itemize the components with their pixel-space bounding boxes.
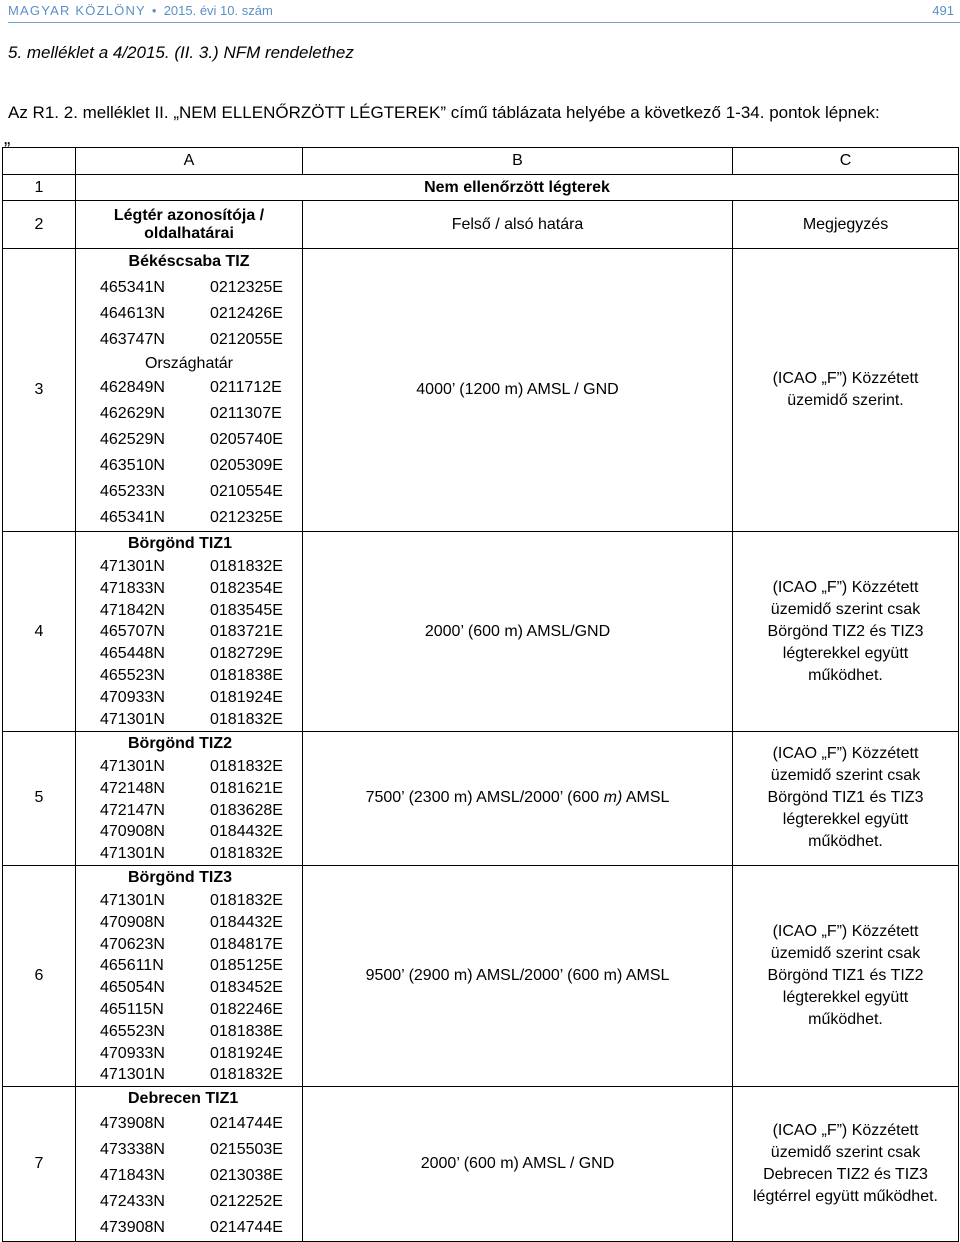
coordinate-pair <box>76 890 302 912</box>
latitude: 471842N <box>100 601 165 619</box>
longitude: 0212252E <box>210 1193 283 1211</box>
table-row-3 <box>3 249 959 532</box>
col-b-header: Felső / alsó határa <box>303 201 733 249</box>
longitude: 0183452E <box>210 979 283 997</box>
row-number: 1 <box>3 175 76 201</box>
column-letter-row <box>3 148 959 175</box>
airspace-table <box>2 147 959 1242</box>
latitude: 470623N <box>100 935 165 953</box>
longitude: 0214744E <box>210 1115 283 1133</box>
coordinate-pair <box>76 778 302 800</box>
remark-cell <box>733 1087 959 1242</box>
table-row-2 <box>3 201 959 249</box>
remark-line: üzemidő szerint. <box>787 392 904 409</box>
latitude: 471843N <box>100 1167 165 1185</box>
col-letter-c: C <box>733 148 959 175</box>
vertical-limits: 9500’ (2900 m) AMSL/2000’ (600 m) AMSL <box>303 865 733 1086</box>
coordinate-pair <box>76 301 302 327</box>
remark-line: (ICAO „F”) Közzétett <box>772 923 919 941</box>
latitude: 464613N <box>100 305 165 322</box>
longitude: 0181832E <box>210 558 283 575</box>
coordinate-pair <box>76 977 302 999</box>
coordinate-pair <box>76 556 302 578</box>
airspace-boundary-cell <box>76 1087 303 1242</box>
coordinate-pair <box>76 687 302 709</box>
table-row-5 <box>3 732 959 866</box>
row-number: 7 <box>3 1087 76 1242</box>
latitude: 462849N <box>100 379 165 396</box>
remark-line: légtérrel együtt működhet. <box>753 1188 938 1206</box>
limits-text: 7500’ (2300 m) AMSL/2000’ (600 <box>365 789 604 807</box>
latitude: 471301N <box>100 891 165 909</box>
longitude: 0212325E <box>210 509 283 526</box>
remark-line: üzemidő szerint csak <box>770 767 921 785</box>
latitude: 472147N <box>100 801 165 819</box>
coordinate-pair <box>76 401 302 427</box>
longitude: 0183721E <box>210 623 283 641</box>
coordinate-pair <box>76 453 302 479</box>
row-number: 2 <box>3 201 76 249</box>
vertical-limits: 2000’ (600 m) AMSL/GND <box>303 532 733 732</box>
row-number: 4 <box>3 532 76 732</box>
coordinate-pair <box>76 479 302 505</box>
longitude: 0184817E <box>210 935 283 953</box>
remark-line: üzemidő szerint csak <box>770 945 921 963</box>
longitude: 0211712E <box>210 379 282 396</box>
latitude: 470933N <box>100 688 165 706</box>
coordinate-pair <box>76 912 302 934</box>
intro-paragraph: Az R1. 2. melléklet II. „NEM ELLENŐRZÖTT LÉGTEREK” című táblázata helyébe a következő 1-34. pontok lépnek: <box>8 103 880 122</box>
airspace-name: Börgönd TIZ1 <box>128 535 232 552</box>
remark-line: működhet. <box>808 1011 883 1029</box>
coordinate-pair <box>76 643 302 665</box>
coordinate-pair <box>76 505 302 531</box>
latitude: 470908N <box>100 823 165 841</box>
coordinate-pair <box>76 1189 302 1215</box>
coordinate-pair <box>76 327 302 353</box>
table-row-6 <box>3 865 959 1086</box>
table-row-4 <box>3 532 959 732</box>
col-letter-a: A <box>76 148 303 175</box>
coordinate-pair <box>76 756 302 778</box>
remark-cell <box>733 249 959 532</box>
coordinate-pair <box>76 955 302 977</box>
airspace-name: Békéscsaba TIZ <box>128 253 250 270</box>
border-label: Országhatár <box>144 355 234 372</box>
coordinate-pair <box>76 1021 302 1043</box>
longitude: 0183545E <box>210 601 283 619</box>
publication-name: MAGYAR KÖZLÖNY <box>8 3 146 18</box>
longitude: 0184432E <box>210 913 283 931</box>
longitude: 0181924E <box>210 1044 283 1062</box>
running-head <box>8 3 273 18</box>
latitude: 462529N <box>100 431 165 448</box>
longitude: 0212325E <box>210 279 283 296</box>
coordinate-pair <box>76 1111 302 1137</box>
remark-line: (ICAO „F”) Közzétett <box>772 578 919 596</box>
coordinate-pair <box>76 843 302 865</box>
remark-line: légterekkel együtt <box>782 989 909 1007</box>
latitude: 471301N <box>100 710 165 728</box>
coordinate-pair <box>76 821 302 843</box>
remark-cell <box>733 865 959 1086</box>
coordinate-pair <box>76 427 302 453</box>
longitude: 0185125E <box>210 957 283 975</box>
longitude: 0182729E <box>210 645 283 663</box>
airspace-boundary-cell <box>76 732 303 866</box>
row-number: 6 <box>3 865 76 1086</box>
section-title: Nem ellenőrzött légterek <box>76 175 959 201</box>
latitude: 465707N <box>100 623 165 641</box>
longitude: 0205740E <box>210 431 283 448</box>
coordinate-pair <box>76 999 302 1021</box>
coordinate-pair <box>76 934 302 956</box>
row-number: 3 <box>3 249 76 532</box>
latitude: 465115N <box>100 1000 164 1018</box>
airspace-boundary-cell <box>76 865 303 1086</box>
remark-cell <box>733 732 959 866</box>
latitude: 465341N <box>100 279 165 296</box>
coordinate-pair <box>76 578 302 600</box>
longitude: 0211307E <box>210 405 282 422</box>
coordinate-pair <box>76 709 302 731</box>
latitude: 465233N <box>100 483 165 500</box>
latitude: 471301N <box>100 845 165 863</box>
coordinate-pair <box>76 621 302 643</box>
coordinate-pair <box>76 1137 302 1163</box>
coordinate-pair <box>76 275 302 301</box>
latitude: 465054N <box>100 979 165 997</box>
latitude: 465448N <box>100 645 165 663</box>
longitude: 0182246E <box>210 1000 283 1018</box>
longitude: 0181924E <box>210 688 283 706</box>
vertical-limits <box>303 732 733 866</box>
row-number: 5 <box>3 732 76 866</box>
coordinate-pair <box>76 800 302 822</box>
latitude: 471301N <box>100 758 165 775</box>
col-c-header: Megjegyzés <box>733 201 959 249</box>
col-a-header-line: Légtér azonosítója / <box>113 206 265 224</box>
airspace-name: Debrecen TIZ1 <box>128 1090 239 1108</box>
remark-line: üzemidő szerint csak <box>770 1144 921 1162</box>
latitude: 465341N <box>100 509 165 526</box>
remark-line: (ICAO „F”) Közzétett <box>772 745 919 763</box>
latitude: 472433N <box>100 1193 165 1211</box>
remark-line: Börgönd TIZ1 és TIZ2 <box>767 967 924 985</box>
remark-line: üzemidő szerint csak <box>770 600 921 618</box>
vertical-limits: 2000’ (600 m) AMSL / GND <box>303 1087 733 1242</box>
latitude: 463747N <box>100 331 165 348</box>
header-rule <box>8 22 960 23</box>
latitude: 465611N <box>100 957 164 975</box>
remark-line: (ICAO „F”) Közzétett <box>772 1122 919 1140</box>
longitude: 0182354E <box>210 579 283 597</box>
table-row-1 <box>3 175 959 201</box>
latitude: 470908N <box>100 913 165 931</box>
corner-cell <box>3 148 76 175</box>
remark-line: (ICAO „F”) Közzétett <box>772 370 919 387</box>
airspace-boundary-cell <box>76 249 303 532</box>
remark-line: Börgönd TIZ2 és TIZ3 <box>767 622 924 640</box>
coordinate-pair <box>76 1163 302 1189</box>
latitude: 465523N <box>100 1022 165 1040</box>
remark-cell <box>733 532 959 732</box>
remark-line: Börgönd TIZ1 és TIZ3 <box>767 789 924 807</box>
remark-line: működhet. <box>808 833 883 851</box>
longitude: 0181832E <box>210 710 283 728</box>
col-letter-b: B <box>303 148 733 175</box>
latitude: 471301N <box>100 1066 165 1084</box>
longitude: 0210554E <box>210 483 283 500</box>
col-a-header <box>76 201 303 249</box>
longitude: 0214744E <box>210 1219 283 1237</box>
longitude: 0181838E <box>210 666 283 684</box>
page-header <box>0 0 960 22</box>
latitude: 470933N <box>100 1044 165 1062</box>
vertical-limits: 4000’ (1200 m) AMSL / GND <box>303 249 733 532</box>
longitude: 0183628E <box>210 801 283 819</box>
latitude: 471301N <box>100 558 165 575</box>
annex-title: 5. melléklet a 4/2015. (II. 3.) NFM rendelethez <box>8 43 354 62</box>
latitude: 471833N <box>100 579 165 597</box>
longitude: 0181832E <box>210 845 283 863</box>
remark-line: működhet. <box>808 666 883 684</box>
opening-quote: „ <box>4 128 11 149</box>
longitude: 0212426E <box>210 305 283 322</box>
latitude: 473908N <box>100 1219 165 1237</box>
latitude: 473338N <box>100 1141 165 1159</box>
coordinate-pair <box>76 1064 302 1086</box>
airspace-boundary-cell <box>76 532 303 732</box>
longitude: 0181832E <box>210 758 283 775</box>
longitude: 0213038E <box>210 1167 283 1185</box>
limits-unit: m) <box>603 789 623 807</box>
remark-line: légterekkel együtt <box>782 811 909 829</box>
remark-line: Debrecen TIZ2 és TIZ3 <box>763 1166 928 1184</box>
longitude: 0205309E <box>210 457 283 474</box>
airspace-name: Börgönd TIZ2 <box>128 735 232 752</box>
longitude: 0184432E <box>210 823 283 841</box>
longitude: 0181832E <box>210 891 283 909</box>
longitude: 0181621E <box>210 779 283 797</box>
latitude: 462629N <box>100 405 165 422</box>
remark-line: légterekkel együtt <box>782 644 909 662</box>
latitude: 473908N <box>100 1115 165 1133</box>
coordinate-pair <box>76 665 302 687</box>
issue-date: 2015. évi 10. szám <box>163 3 273 18</box>
latitude: 465523N <box>100 666 165 684</box>
coordinate-pair <box>76 375 302 401</box>
coordinate-pair <box>76 600 302 622</box>
longitude: 0212055E <box>210 331 283 348</box>
col-a-header-line: oldalhatárai <box>144 224 234 242</box>
table-row-7 <box>3 1087 959 1242</box>
airspace-name: Börgönd TIZ3 <box>128 868 232 886</box>
coordinate-pair <box>76 1043 302 1065</box>
latitude: 472148N <box>100 779 165 797</box>
bullet-separator: • <box>151 3 158 18</box>
longitude: 0181838E <box>210 1022 283 1040</box>
coordinate-pair <box>76 1215 302 1241</box>
limits-text-end: AMSL <box>622 789 670 807</box>
longitude: 0181832E <box>210 1066 283 1084</box>
page-number: 491 <box>932 3 954 18</box>
latitude: 463510N <box>100 457 165 474</box>
longitude: 0215503E <box>210 1141 283 1159</box>
